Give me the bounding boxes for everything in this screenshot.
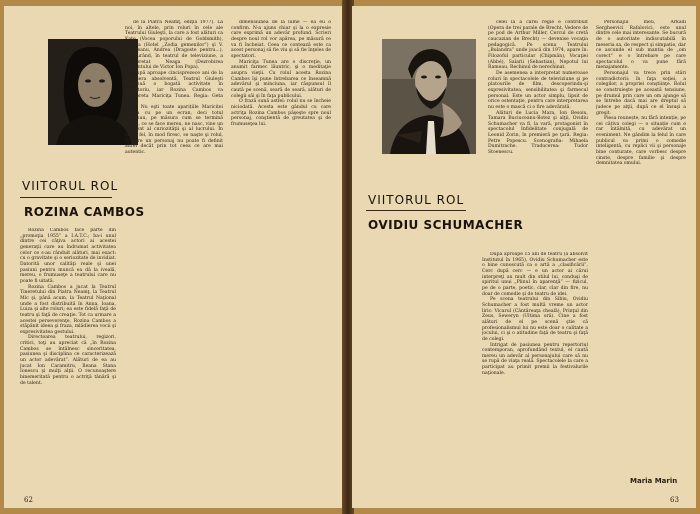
paragraph: După aproape cincisprezece ani de la premiera absolventă, Teatrul Giuleşti continuă o bogată activitate în repertoriu, iar Rozina Cambos va interpreta Mariciţa Tunea. Regia: Geta Vlad.	[125, 70, 223, 105]
paragraph: de la Piatra Neamţ, ediţia 1977). La noi, în altele, prin roluri în cele ale Teatrului Giuleşti, la care a fost alături ca Kate (Vocea poporului de Goldsmith), Olguţa (Hotel „Zodia gemenilor”) şi V. Munteanu, Andrea (Dragoste pentru...). De curând, în teatrul de televiziune, a interpretat Neaga (Dezrobirea pământului de Victor Ion Popa).	[125, 20, 223, 71]
paragraph: Personajul meu, Arkadi Sergheevici Rafalovici, este unul dintre cele mai interesante. Se bucură de o autoritate indiscutabilă în meseria sa, de respect şi simpatie, dar ce ascunde el sub mantia de „om corect” e o întrebare pe care spectacolul o va pune fără menajamente.	[596, 20, 686, 71]
section-label: VIITORUL ROL	[22, 179, 119, 193]
paragraph: O frază sună astfel: rolul nu se încheie niciodată. Acesta este gândul cu care actriţa Rozina Cambos păşeşte spre noul personaj, conştientă de greutatea şi de frumuseţea lui.	[231, 99, 331, 127]
text-column-1	[20, 228, 116, 496]
actor-name-heading: OVIDIU SCHUMACHER	[368, 218, 524, 232]
text-column-2	[125, 20, 223, 496]
section-divider	[366, 210, 466, 211]
portrait-of-bearded-man-icon	[382, 39, 476, 154]
right-page	[352, 6, 696, 508]
text-column-3	[596, 20, 686, 472]
paragraph: Pe scena teatrului din Sibiu, Ovidiu Schumacher a fost multă vreme un actor liric: Vicarul (Cântăreaţa cheală), Prinţul din Zeus, Seweryn (Ultima oră). Cine a fost alături de el pe scenă ştie că profesionalismul lui nu este doar o calitate a jocului, ci şi o atitudine faţă de teatru şi faţă de colegi.	[482, 297, 588, 342]
paragraph: Directoarea teatrului, regizori, critici, toţi au apreciat că „în Rozina Cambos se întâlnesc sinceritatea, pasiunea şi disciplina ce caracterizează un actor adevărat”. Alături de ea au jucat Ion Caramitru, Ileana Stana Ionescu şi mulţi alţii. O recunoaştere binemeritată pentru o actriţă tânără şi de talent.	[20, 335, 116, 386]
paragraph: Personajul va trece prin stări contradictorii: în faţa soţiei, a colegilor, a propriei conştiinţe. Rolul se construieşte pe această tensiune, pe drumul prin care un om ajunge să se întrebe dacă mai are dreptul să judece pe alţii, după ce el însuşi a greşit.	[596, 70, 686, 116]
paragraph: Alături de Lucia Mara, Ion Besoiu, Tamara Buciuceanu-Botez şi alţii, Ovidiu Schumacher va fi, la vară, protagonist în spectacolul Infidelitate conjugală de Leonid Zorin, în premieră pe ţară. Regia: Petre Popescu. Scenografia: Mihaela Dumitrache. Traducerea: Tudor Stoenescu.	[488, 110, 588, 156]
section-label: VIITORUL ROL	[368, 193, 465, 207]
text-column-3	[231, 20, 331, 496]
paragraph: Piesa reunește, nu fără intenție, pe cei câțiva colegi — o situație cum e rar întâlnită, cu adevărat un eveniment. Ne gândim la felul în care publicul va primi o comedie inteligentă, cu replici vii şi personaje bine conturate, care vorbesc despre cinste, despre familie şi despre demnitatea omului.	[596, 116, 686, 167]
page-number: 63	[670, 496, 679, 504]
text-column-1	[488, 20, 588, 248]
text-column-2	[482, 252, 588, 496]
actor-name-heading: ROZINA CAMBOS	[24, 205, 145, 219]
paragraph: celei la a cărei regie e contribuit (Opera de trei parale de Brecht, Vedere de pe pod de Arthur Miller, Cercul de cretă caucazian de Brecht) — devenise vocaţia pedagogică. Pe scena Teatrului „Bulandra” unde joacă din 1974, apare în: Filozoful particular (Chipmăn), Vocaţiei (Abbé), Salarii (Sebastian), Nepotul lui Rameau, Rechinul de nerechinat.	[488, 20, 588, 71]
paragraph: De asemenea a interpretat numeroase roluri în spectacolele de televiziune şi pe platourile de film, descoperindu-şi expresivitatea, sensibilitatea şi farmecul personal. Este un actor simplu, lipsit de orice ostentaţie, pentru care interpretarea nu este o mască ci o fire adevărată.	[488, 70, 588, 110]
section-divider	[20, 197, 112, 198]
paragraph: Mariciţa Tunea are o discreţie, un anumit farmec lăuntric, şi o meditaţie asupra vieţii. Cu rolul acesta Rozina Cambos îşi pune întrebarea ce înseamnă adevărul şi minciuna, iar răspunsul îl caută pe scenă, seară de seară, alături de colegii săi şi în faţa publicului.	[231, 59, 331, 99]
paragraph: Rozina Cambos face parte din „promoţia 1955” a I.A.T.C.; ba-i unul dintre cei câţiva actori ai acestei generaţii care au îndrumat activitatea celor ce s-au rânduit alături, mai exact: cu o gravitate şi o seriozitate de invidiat. Datorită unor calităţi reale şi unei pasiuni pentru muncă ea dă la iveală, mereu, o frumuseţe a teatrului care nu poate fi uitată.	[20, 228, 116, 284]
paragraph: După aproape 15 ani de teatru (a absolvit Institutul în 1965), Ovidiu Schumacher este o bine cunoscută ca o artă a „clasificării”. Cerc după cerc — e un actor ai cărui interpreţi au mult din stilul lui, conduşi de spiritul unui „Plinul în aparenţă” — fizicul, pe de o parte, poetic, clar, clar din fire, nu doar de comedie şi de teatru de idei.	[482, 252, 588, 297]
paragraph: — Nu eşti toate aparițiile Mariciței Tunea cu pe un ecran, deci totul continuu, pe măsura cum se termină textul, ce se face mereu, ne nasc, vine un moment al curiozităţii şi al lucrului. În acest fel, în mod firesc, se naşte şi rolul, în care un personaj nu poate fi definit altfel decât prin tot ceea ce are mai autentic.	[125, 104, 223, 156]
paragraph: Rozina Cambos a jucat la Teatrul Tineretului din Piatra Neamţ, la Teatrul Mic şi, până acum, la Teatrul Naţional unde a fost distribuită în Anna, Ioana, Luiza şi alte roluri; ea este fidelă faţă de teatru şi faţă de creaţie. Tot ca urmare a acestei perseverenţe, Rozina Cambos a stăpânit ideea şi fraza, mlădierea vocii şi expresivitatea gestului.	[20, 284, 116, 335]
paragraph: Intrigat de pasiunea pentru repertoriul contemporan, aprofundând textul, el caută mereu un adevăr al personajului care să nu se rupă de viaţa reală. Spectacolele la care a participat au primit premii la festivalurile naţionale.	[482, 342, 588, 376]
paragraph: dimensiunea de la lume — ea eu o confirm. N-a ajuns chiar şi la o expresie care exprimă un adevăr profund. Scrieri despre noul rol vor apărea, pe măsură ce va fi încheiat. Ceea ce contează este ca acest personaj să fie viu şi să fie înţeles de spectatori.	[231, 20, 331, 59]
author-signature: Maria Marin	[630, 477, 678, 485]
left-page	[4, 6, 344, 508]
page-number: 62	[24, 496, 33, 504]
